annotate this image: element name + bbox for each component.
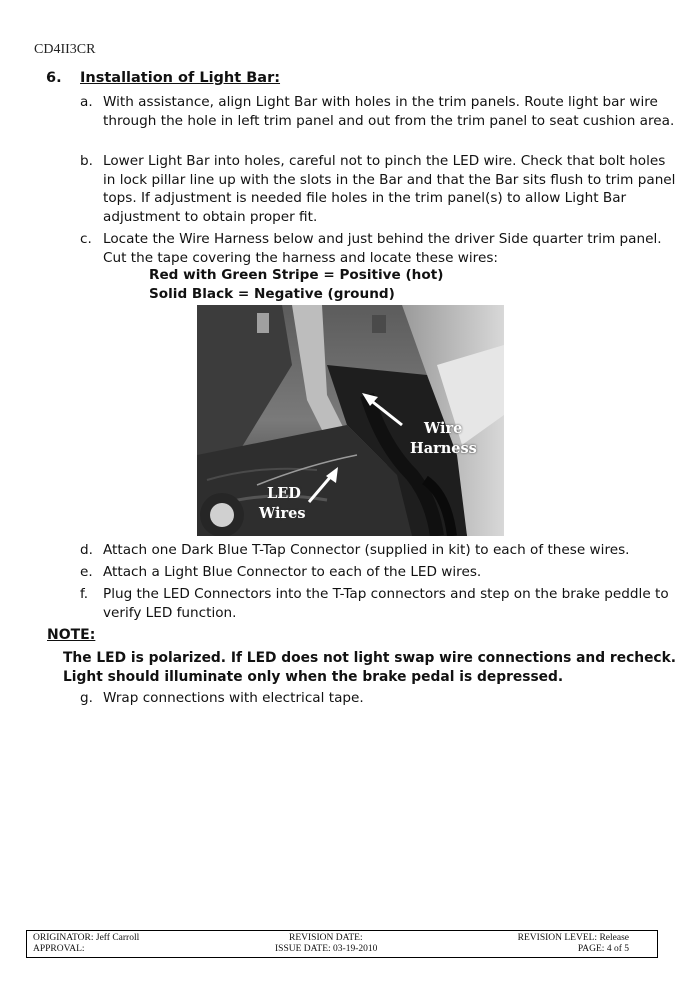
section-heading	[46, 70, 280, 86]
footer-revision-level: REVISION LEVEL: Release	[517, 933, 629, 943]
note-text: The LED is polarized. If LED does not light swap wire connections and recheck. Light should illuminate only when the brake pedal is depressed.	[63, 650, 677, 685]
step-text: With assistance, align Light Bar with holes in the trim panels. Route light bar wire through the hole in left trim panel and out from the trim panel to seat cushion area.	[103, 94, 675, 129]
step-g	[80, 689, 680, 708]
step-text: Locate the Wire Harness below and just behind the driver Side quarter trim panel. Cut the tape covering the harness and locate these wires:	[103, 231, 662, 266]
document-code: CD4II3CR	[34, 42, 96, 57]
step-marker: d.	[80, 542, 93, 558]
wire-positive-label: Red with Green Stripe = Positive (hot)	[149, 267, 444, 283]
wire-harness-photo	[197, 305, 504, 536]
footer-issue-date: ISSUE DATE: 03-19-2010	[275, 944, 378, 954]
step-a	[80, 93, 680, 130]
step-text: Lower Light Bar into holes, careful not to pinch the LED wire. Check that bolt holes in lock pillar line up with the slots in the Bar and that the Bar sits flush to trim panel tops. If adjustment is needed file holes in the trim panel(s) to allow Light Bar adjustment to obtain proper fit.	[103, 153, 676, 225]
section-number: 6.	[46, 70, 62, 86]
wire-harness-label-line1: Wire	[424, 420, 463, 437]
note-heading: NOTE:	[47, 627, 96, 643]
step-e	[80, 563, 680, 582]
step-d	[80, 541, 680, 560]
step-marker: b.	[80, 153, 93, 169]
step-text: Attach one Dark Blue T-Tap Connector (supplied in kit) to each of these wires.	[103, 542, 630, 558]
led-wires-label-line1: LED	[267, 485, 301, 502]
section-title: Installation of Light Bar:	[80, 70, 281, 86]
step-text: Plug the LED Connectors into the T-Tap connectors and step on the brake peddle to verify LED function.	[103, 586, 669, 621]
footer-approval: APPROVAL:	[33, 944, 85, 954]
led-wires-label-line2: Wires	[259, 505, 306, 522]
step-marker: c.	[80, 231, 92, 247]
footer-revision-date: REVISION DATE:	[289, 933, 363, 943]
step-text: Wrap connections with electrical tape.	[103, 690, 364, 706]
wire-harness-label-line2: Harness	[410, 440, 477, 457]
wire-harness-label	[410, 419, 477, 459]
footer-page: PAGE: 4 of 5	[577, 944, 629, 954]
step-marker: g.	[80, 690, 93, 706]
step-marker: a.	[80, 94, 93, 110]
led-wires-label	[259, 484, 306, 524]
wire-negative-label: Solid Black = Negative (ground)	[149, 286, 395, 302]
step-text: Attach a Light Blue Connector to each of the LED wires.	[103, 564, 482, 580]
step-marker: e.	[80, 564, 93, 580]
footer-originator: ORIGINATOR: Jeff Carroll	[33, 933, 140, 943]
step-f	[80, 585, 680, 622]
step-c	[80, 230, 680, 267]
document-footer	[26, 930, 658, 958]
step-b	[80, 152, 680, 226]
step-marker: f.	[80, 586, 89, 602]
